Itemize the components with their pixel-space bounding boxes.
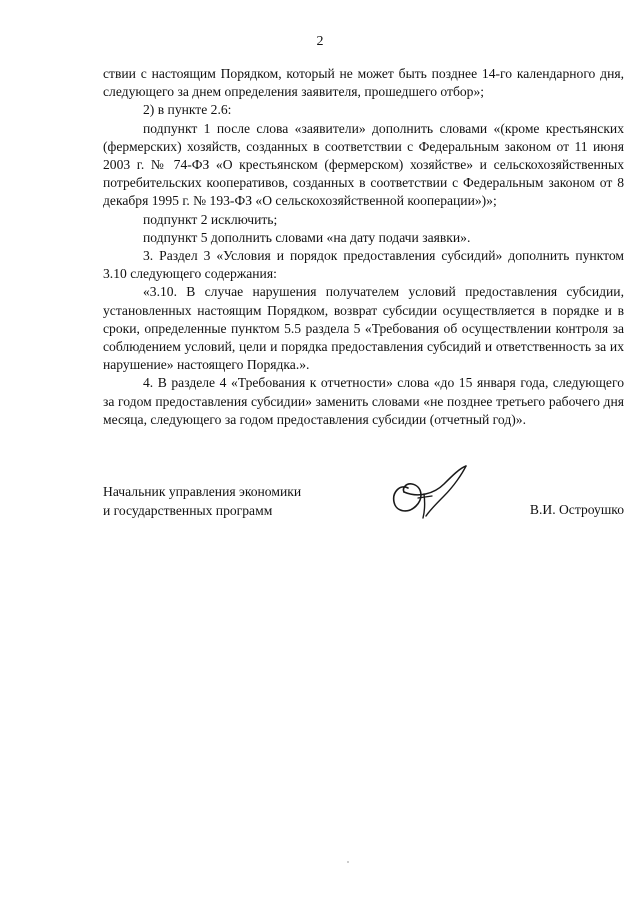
signer-position: [103, 483, 301, 520]
paragraph-3: подпункт 1 после слова «заявители» дополнить словами «(кроме крестьянских (фермерских) хозяйств, созданных в соответствии с Федеральным законом от 11 июня 2003 г. № 74-ФЗ «О крестьянском (фермерском) хозяйстве» и сельскохозяйственных потребительских кооперативов, созданных в соответствии с Федеральным законом от 8 декабря 1995 г. № 193-ФЗ «О сельскохозяйственной кооперации»)»;: [103, 120, 624, 209]
page-number: 2: [316, 34, 324, 49]
paragraph-1: ствии с настоящим Порядком, который не может быть позднее 14-го календарного дня, следующего за днем определения заявителя, прошедшего отбор»;: [103, 66, 624, 100]
handwritten-signature: [378, 458, 470, 522]
paragraph-4: подпункт 2 исключить;: [143, 211, 278, 227]
signature-block: [103, 480, 624, 540]
paragraph-8: 4. В разделе 4 «Требования к отчетности» слова «до 15 января года, следующего за годом предоставления субсидии» заменить словами «не позднее третьего рабочего дня месяца, следующего за годом предоставления субсидии (отчетный год)».: [103, 375, 624, 427]
paragraph-5: подпункт 5 дополнить словами «на дату подачи заявки».: [143, 229, 471, 245]
paragraph-2: 2) в пункте 2.6:: [143, 102, 232, 118]
paragraph-7: «3.10. В случае нарушения получателем условий предоставления субсидии, установленных настоящим Порядком, возврат субсидии осуществляется в порядке и в сроки, определенные пунктом 5.5 раздела 5 «Требования об осуществлении контроля за соблюдением условий, цели и порядка предоставления субсидий и ответственность за их нарушение» настоящего Порядка.».: [103, 284, 624, 373]
paragraph-6: 3. Раздел 3 «Условия и порядок предоставления субсидий» дополнить пунктом 3.10 следующего содержания:: [103, 248, 624, 282]
signer-name: В.И. Остроушко: [529, 502, 624, 517]
signer-position-line-1: Начальник управления экономики: [103, 484, 302, 499]
document-body: [103, 65, 624, 429]
signer-position-line-2: и государственных программ: [103, 502, 273, 518]
scan-speck: [347, 861, 349, 863]
